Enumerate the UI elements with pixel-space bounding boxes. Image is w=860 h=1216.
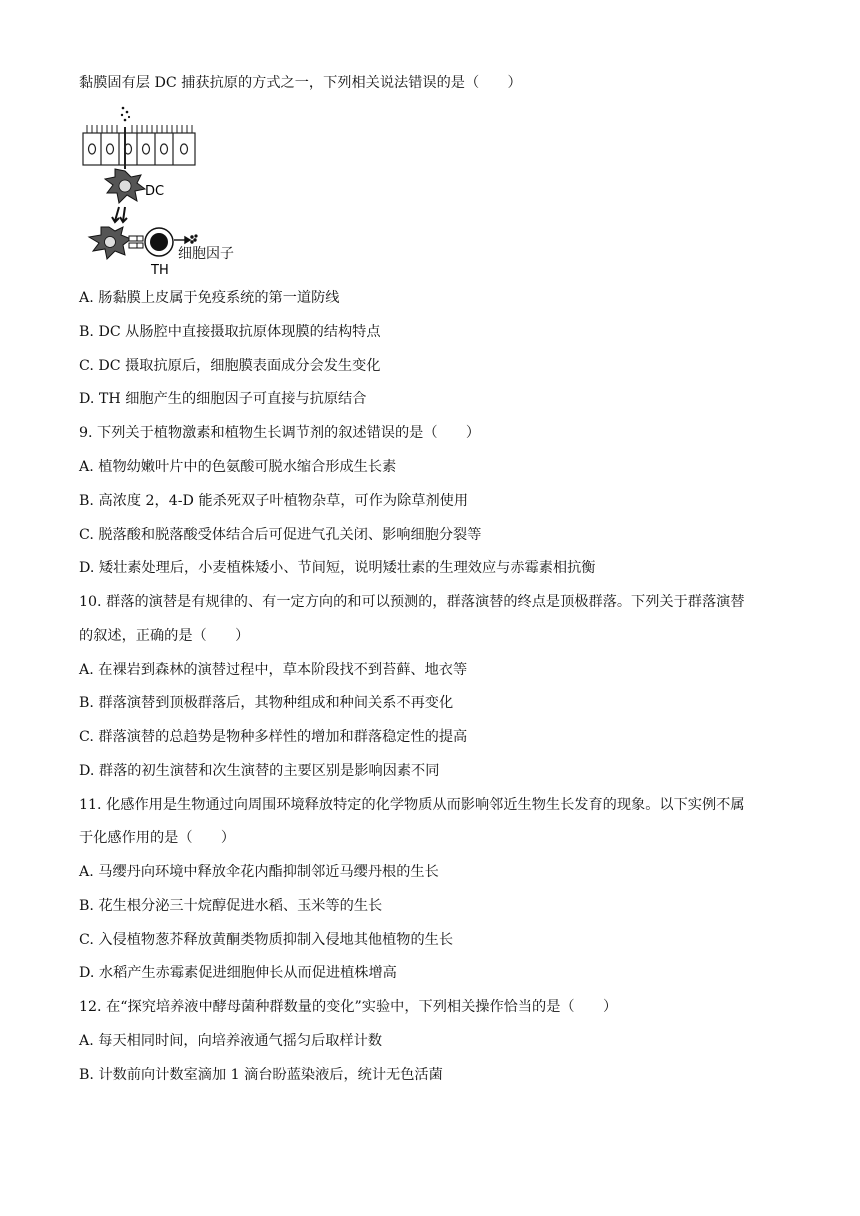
q10-option-d: D. 群落的初生演替和次生演替的主要区别是影响因素不同	[79, 763, 440, 779]
q11-stem-line2: 于化感作用的是（ ）	[79, 830, 236, 846]
receptor-link	[129, 236, 143, 248]
q9-option-b: B. 高浓度 2，4-D 能杀死双子叶植物杂草，可作为除草剂使用	[79, 493, 469, 509]
q11-stem-line1: 11. 化感作用是生物通过向周围环境释放特定的化学物质从而影响邻近生物生长发育的现象。以下实例不属	[79, 797, 745, 813]
q8-option-a: A. 肠黏膜上皮属于免疫系统的第一道防线	[79, 290, 340, 306]
q12-option-a: A. 每天相同时间，向培养液通气摇匀后取样计数	[79, 1033, 383, 1049]
q11-option-d: D. 水稻产生赤霉素促进细胞伸长从而促进植株增高	[79, 965, 397, 981]
cytokine-label: 细胞因子	[178, 246, 234, 262]
microvilli	[87, 125, 192, 133]
migration-arrows	[112, 207, 127, 222]
q10-stem-line2: 的叙述，正确的是（ ）	[79, 628, 250, 644]
th-label: TH	[151, 263, 169, 278]
q10-option-b: B. 群落演替到顶极群落后，其物种组成和种间关系不再变化	[79, 695, 454, 711]
q9-option-c: C. 脱落酸和脱落酸受体结合后可促进气孔关闭、影响细胞分裂等	[79, 527, 482, 543]
dc-cell-2	[89, 227, 131, 259]
antigen-particles	[121, 107, 130, 122]
q8-option-b: B. DC 从肠腔中直接摄取抗原体现膜的结构特点	[79, 324, 381, 340]
q9-stem: 9. 下列关于植物激素和植物生长调节剂的叙述错误的是（ ）	[79, 425, 481, 441]
q10-option-c: C. 群落演替的总趋势是物种多样性的增加和群落稳定性的提高	[79, 729, 468, 745]
q10-stem-line1: 10. 群落的演替是有规律的、有一定方向的和可以预测的，群落演替的终点是顶极群落。下列关于群落演替	[79, 594, 745, 610]
q12-stem: 12. 在“探究培养液中酵母菌种群数量的变化”实验中，下列相关操作恰当的是（ ）	[79, 999, 618, 1015]
q8-option-c: C. DC 摄取抗原后，细胞膜表面成分会发生变化	[79, 358, 381, 374]
q11-option-a: A. 马缨丹向环境中释放伞花内酯抑制邻近马缨丹根的生长	[79, 864, 439, 880]
q9-option-a: A. 植物幼嫩叶片中的色氨酸可脱水缩合形成生长素	[79, 459, 397, 475]
q11-option-b: B. 花生根分泌三十烷醇促进水稻、玉米等的生长	[79, 898, 383, 914]
q8-stem: 黏膜固有层 DC 捕获抗原的方式之一，下列相关说法错误的是（ ）	[79, 75, 522, 91]
q12-option-b: B. 计数前向计数室滴加 1 滴台盼蓝染液后，统计无色活菌	[79, 1067, 443, 1083]
dc-cell	[105, 169, 145, 203]
q8-option-d: D. TH 细胞产生的细胞因子可直接与抗原结合	[79, 391, 367, 407]
q9-option-d: D. 矮壮素处理后，小麦植株矮小、节间短，说明矮壮素的生理效应与赤霉素相抗衡	[79, 560, 596, 576]
th-cell	[145, 228, 173, 256]
q11-option-c: C. 入侵植物葱芥释放黄酮类物质抑制入侵地其他植物的生长	[79, 932, 454, 948]
cytokine-arrow	[174, 235, 197, 243]
dc-label: DC	[145, 184, 165, 199]
epithelial-cells	[83, 133, 195, 165]
q10-option-a: A. 在裸岩到森林的演替过程中，草本阶段找不到苔藓、地衣等	[79, 662, 468, 678]
